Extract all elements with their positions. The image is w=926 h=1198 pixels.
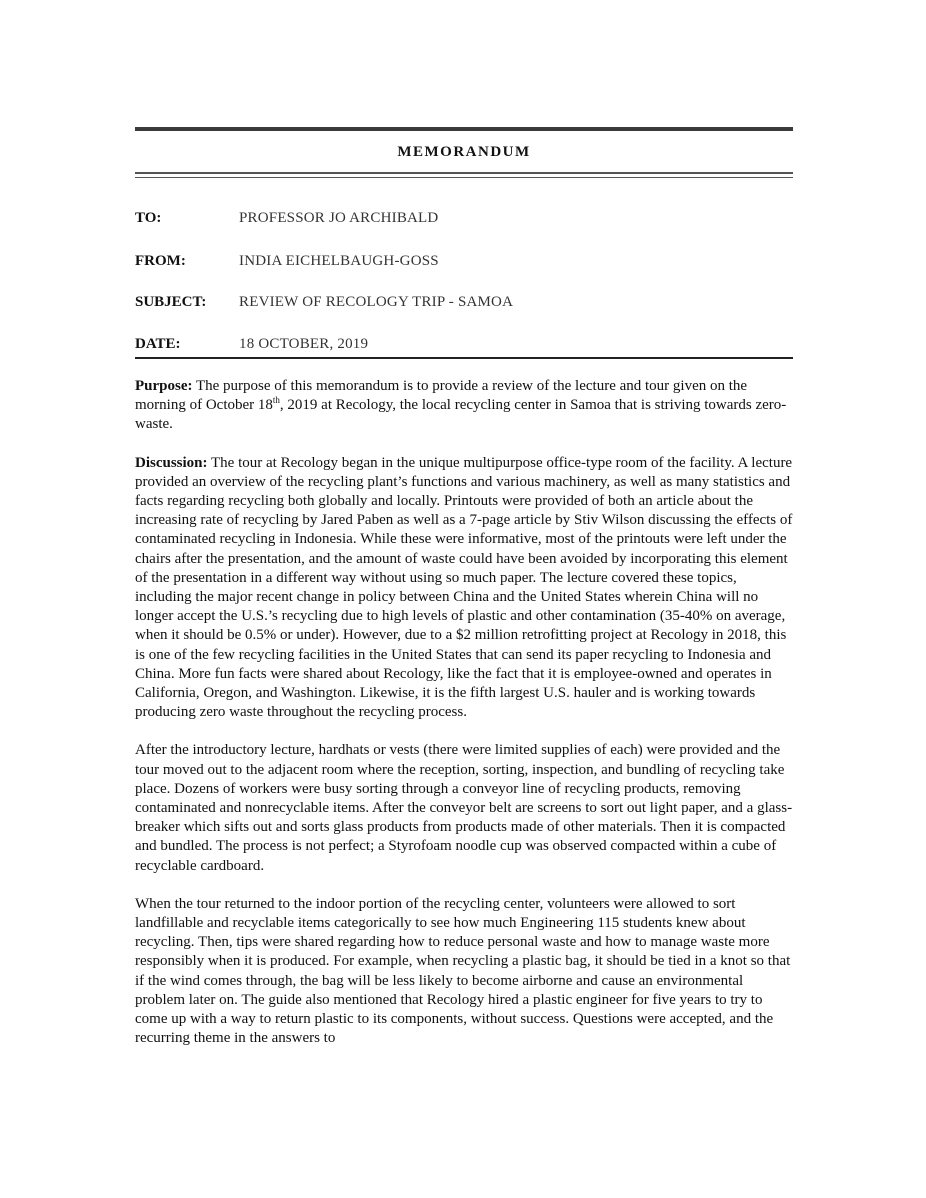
purpose-paragraph — [135, 377, 795, 435]
discussion-paragraph — [135, 454, 795, 723]
memo-heading: MEMORANDUM — [397, 144, 531, 160]
tour-paragraph: After the introductory lecture, hardhats or vests (there were limited supplies of each) were provided and the tour moved out to the adjacent room where the reception, sorting, inspection, and bundling of recycling take place. Dozens of workers were busy sorting through a conveyor line of recycling products, removing contaminated and nonrecyclable items. After the conveyor belt are screens to sort out light paper, and a glass-breaker which sifts out and sorts glass products from products made of other materials. Then it is compacted and bundled. The process is not perfect; a Styrofoam noodle cup was observed compacted within a cube of recyclable cardboard. — [135, 742, 793, 874]
date-row — [135, 336, 793, 358]
subject-row — [135, 294, 793, 316]
date-label: DATE: — [135, 336, 181, 352]
purpose-text-a: The purpose of this memorandum is to provide a review of the lecture and tour given on the morning of October 18 — [135, 378, 748, 414]
from-row — [135, 253, 793, 275]
from-label: FROM: — [135, 253, 186, 269]
discussion-lead: Discussion: — [135, 454, 208, 471]
to-value: PROFESSOR JO ARCHIBALD — [239, 210, 439, 226]
top-thick-rule — [135, 127, 793, 131]
to-row — [135, 210, 793, 232]
date-value: 18 OCTOBER, 2019 — [239, 336, 369, 352]
memo-body — [135, 377, 795, 1068]
to-label: TO: — [135, 210, 162, 226]
from-value: INDIA EICHELBAUGH-GOSS — [239, 253, 439, 269]
purpose-text-b: , 2019 at Recology, the local recycling center in Samoa that is striving towards zero-waste. — [135, 397, 787, 433]
subject-value: REVIEW OF RECOLOGY TRIP - SAMOA — [239, 294, 514, 310]
discussion-text: The tour at Recology began in the unique multipurpose office-type room of the facility. A lecture provided an overview of the recycling plant’s functions and various machinery, as well as many statistics and facts regarding recycling both globally and locally. Printouts were provided of both an article about the increasing rate of recycling by Jared Paben as well as a 7-page article by Stiv Wilson discussing the effects of contaminated recycling in Indonesia. While these were informative, most of the printouts were left under the chairs after the presentation, and the amount of waste could have been avoided by incorporating this element of the presentation in a different way without using so much paper. The lecture covered these topics, including the major recent change in policy between China and the United States wherein China will no longer accept the U.S.’s recycling due to high levels of plastic and other contamination (35-40% on average, when it should be 0.5% or under). However, due to a $2 million retrofitting project at Recology in 2018, this is one of the few recycling facilities in the United States that can send its paper recycling to Indonesia and China. More fun facts were shared about Recology, like the fact that it is employee-owned and operates in California, Oregon, and Washington. Likewise, it is the fifth largest U.S. hauler and is working towards producing zero waste throughout the recycling process. — [135, 454, 793, 721]
heading-rule-lower — [135, 177, 793, 178]
purpose-sup: th — [272, 395, 280, 406]
heading-rule-upper — [135, 172, 793, 174]
purpose-lead: Purpose: — [135, 378, 193, 394]
subject-label: SUBJECT: — [135, 294, 207, 310]
indoor-paragraph: When the tour returned to the indoor portion of the recycling center, volunteers were allowed to sort landfillable and recyclable items categorically to see how much Engineering 115 students knew about recycling. Then, tips were shared regarding how to reduce personal waste and how to manage waste more responsibly when it is produced. For example, when recycling a plastic bag, it should be tied in a knot so that if the wind comes through, the bag will be less likely to become airborne and cause an environmental problem later on. The guide also mentioned that Recology hired a plastic engineer for five years to try to come up with a way to return plastic to its components, without success. Questions were accepted, and the recurring theme in the answers to — [135, 895, 791, 1047]
header-bottom-rule — [135, 357, 793, 359]
